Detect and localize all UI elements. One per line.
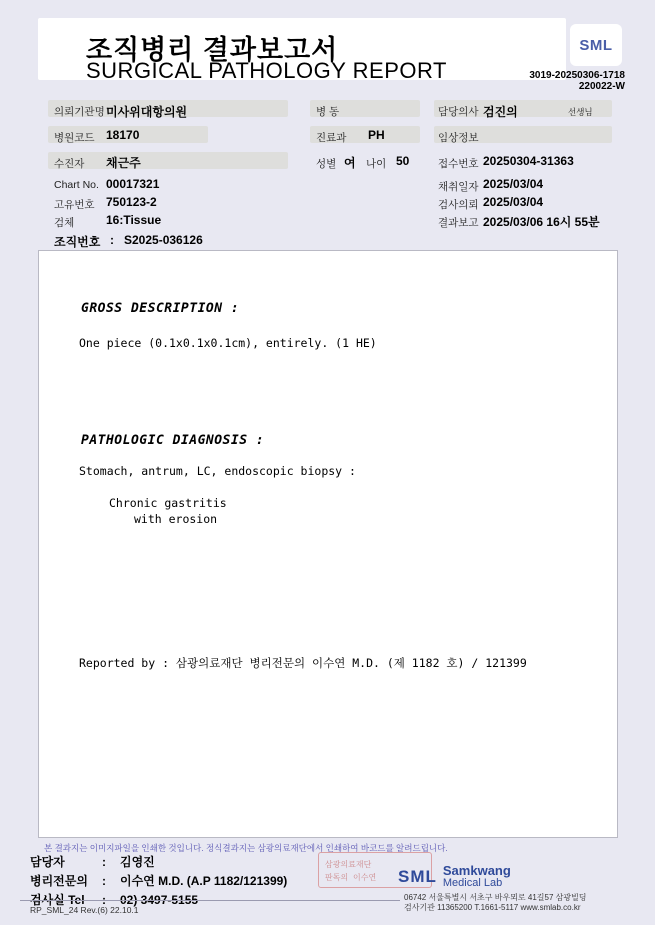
footer-row	[30, 853, 287, 872]
specimen-value: 16:Tissue	[106, 213, 162, 227]
collected-label: 채취일자	[438, 181, 479, 193]
lab-logo-badge: SML	[398, 867, 437, 886]
stamp-line-1: 삼광의료재단	[325, 860, 372, 869]
dept-value: PH	[368, 128, 385, 142]
dept-label: 진료과	[316, 132, 347, 144]
sml-logo	[570, 24, 622, 66]
footer-divider	[20, 900, 400, 901]
age-value: 50	[396, 154, 410, 168]
chart-value: 00017321	[106, 177, 160, 191]
unique-label: 고유번호	[54, 199, 95, 211]
org-label: 의뢰기관명	[54, 106, 105, 118]
footer-row-value: 김영진	[120, 855, 155, 869]
footer-row-colon: :	[102, 874, 106, 888]
form-revision: RP_SML_24 Rev.(6) 22.10.1	[30, 905, 139, 915]
reported-label: 결과보고	[438, 217, 479, 229]
collected-value: 2025/03/04	[483, 177, 544, 191]
clinical-label: 임상정보	[438, 132, 479, 144]
diagnosis-site: Stomach, antrum, LC, endoscopic biopsy :	[79, 464, 356, 478]
pathno-label: 조직번호	[54, 235, 101, 249]
hospcode-value: 18170	[106, 128, 140, 142]
barcode-number	[529, 70, 625, 92]
ordered-value: 2025/03/04	[483, 195, 544, 209]
footer-row-colon: :	[102, 855, 106, 869]
stamp-line-2: 판독의 이수연	[325, 873, 377, 882]
patient-value: 채근주	[106, 156, 141, 170]
patient-label: 수진자	[54, 158, 85, 170]
diagnosis-line-2: with erosion	[134, 512, 218, 526]
diagnosis-line-1: Chronic gastritis	[109, 496, 227, 510]
pathno-colon: :	[110, 233, 114, 247]
gross-description-body: One piece (0.1x0.1x0.1cm), entirely. (1 HE)	[79, 336, 377, 350]
reported-value: 2025/03/06 16시 55분	[483, 215, 600, 229]
accession-value: 20250304-31363	[483, 154, 574, 168]
lab-address	[404, 893, 587, 913]
sex-value: 여	[344, 156, 356, 170]
reported-by-line: Reported by : 삼광의료재단 병리전문의 이수연 M.D. (제 1182 호) / 121399	[79, 656, 527, 670]
lab-address-line-2: 검사기관 11365200 T.1661-5117 www.smlab.co.kr	[404, 903, 581, 912]
unique-value: 750123-2	[106, 195, 157, 209]
footer-row-value: 이수연 M.D. (A.P 1182/121399)	[120, 874, 288, 888]
ward-label: 병 동	[316, 106, 340, 118]
chart-label: Chart No.	[54, 179, 99, 191]
doctor-label: 담당의사	[438, 106, 479, 118]
barcode-line-2: 220022-W	[578, 81, 625, 92]
lab-logo-names	[443, 864, 511, 890]
gross-description-title: GROSS DESCRIPTION :	[81, 301, 240, 316]
hospcode-label: 병원코드	[54, 132, 95, 144]
specimen-label: 검체	[54, 217, 75, 229]
sex-label: 성별	[316, 158, 337, 170]
footer-row-label: 검사실 Tel	[30, 893, 85, 907]
lab-name-primary: Samkwang	[442, 863, 511, 878]
footer-signature-block	[30, 853, 287, 910]
barcode-line-1: 3019-20250306-1718	[529, 70, 625, 81]
doctor-value: 검진의	[483, 105, 518, 119]
lab-address-line-1: 06742 서울특별시 서초구 바우뫼로 41길57 삼광빌딩	[404, 893, 587, 902]
footer-row	[30, 872, 287, 891]
footer-row-value: 02) 3497-5155	[120, 893, 199, 907]
report-body	[38, 250, 618, 838]
pathologic-diagnosis-title: PATHOLOGIC DIAGNOSIS :	[81, 433, 265, 448]
doctor-suffix: 선생님	[568, 107, 593, 117]
page-title-english: SURGICAL PATHOLOGY REPORT	[86, 58, 447, 83]
footer-row-colon: :	[102, 893, 106, 907]
ordered-label: 검사의뢰	[438, 199, 479, 211]
lab-name-secondary: Medical Lab	[442, 877, 503, 889]
sml-logo-text: SML	[579, 36, 613, 54]
footer-note: 본 결과지는 이미지파일을 인쇄한 것입니다. 정식결과지는 삼광의료재단에서 인쇄하여 바코드를 알려드립니다.	[44, 843, 448, 853]
org-value: 미사위대항의원	[106, 105, 188, 119]
lab-logo	[398, 864, 511, 890]
patient-info-block	[38, 96, 618, 249]
age-label: 나이	[366, 158, 387, 170]
footer-row-label: 담당자	[30, 855, 65, 869]
pathno-value: S2025-036126	[124, 233, 203, 247]
accession-label: 접수번호	[438, 158, 479, 170]
footer-row-label: 병리전문의	[30, 874, 88, 888]
page-title-korean: 조직병리 결과보고서	[86, 35, 339, 65]
